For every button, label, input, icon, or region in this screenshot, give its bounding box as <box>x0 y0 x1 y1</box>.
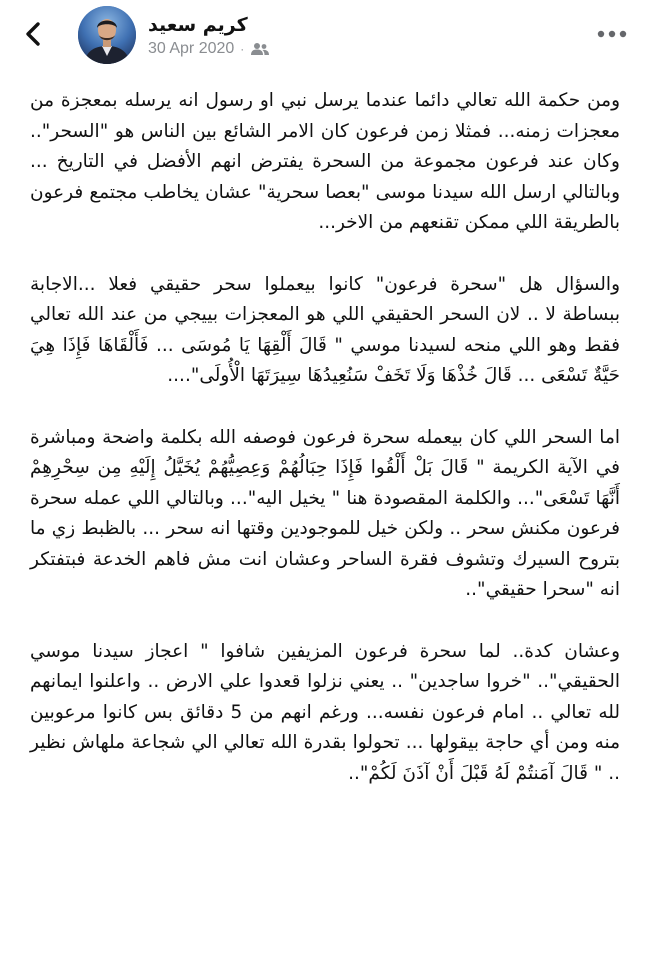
more-options-button[interactable] <box>590 16 634 52</box>
avatar[interactable] <box>78 6 136 64</box>
post-header <box>0 0 648 72</box>
post-body <box>30 86 620 789</box>
meta-separator: · <box>240 42 245 56</box>
avatar-photo <box>78 6 136 64</box>
back-button[interactable] <box>14 14 54 54</box>
post-meta <box>148 40 270 58</box>
author-name[interactable]: كريم سعيد <box>148 14 248 36</box>
friends-icon <box>250 42 270 56</box>
post-author <box>78 6 270 64</box>
post-paragraph: وعشان كدة.. لما سحرة فرعون المزيفين شافوا " اعجاز سيدنا موسي الحقيقي".. "خروا ساجدين" .. يعني نزلوا قعدوا علي الارض .. واعلنوا ايمانهم لله تعالي .. امام فرعون نفسه... ورغم انهم من 5 دقائق بس كانوا مرعوبين منه ومن أي حاجة بيقولها ... تحولوا بقدرة الله تعالي الي شجاعة ملهاش نظير .. " قَالَ آمَنتُمْ لَهُ قَبْلَ أَنْ آذَنَ لَكُمْ".. <box>30 640 620 784</box>
post-paragraph: والسؤال هل "سحرة فرعون" كانوا بيعملوا سحر حقيقي فعلا ...الاجابة ببساطة لا .. لان السحر الحقيقي اللي هو المعجزات بييجي من عند الله تعالي فقط وهو اللي منحه لسيدنا موسي " قَالَ أَلْقِهَا يَا مُوسَى ... فَأَلْقَاهَا فَإِذَا هِيَ حَيَّةٌ تَسْعَى ... قَالَ خُذْهَا وَلَا تَخَفْ سَنُعِيدُهَا سِيرَتَهَا الْأُولَى".... <box>30 273 620 386</box>
post-meta-block <box>148 12 270 58</box>
post-paragraph: اما السحر اللي كان بيعمله سحرة فرعون فوصفه الله بكلمة واضحة ومباشرة في الآية الكريمة " قَالَ بَلْ أَلْقُوا فَإِذَا حِبَالُهُمْ وَعِصِيُّهُمْ يُخَيَّلُ إِلَيْهِ مِن سِحْرِهِمْ أَنَّهَا تَسْعَى"... والكلمة المقصودة هنا " يخيل اليه"... وبالتالي اللي عمله سحرة فرعون مكنش سحر .. ولكن خيل للموجودين وقتها انه سحر ... بالظبط زي ما بتروح السيرك وتشوف فقرة الساحر وعشان انت مش فاهم الخدعة فبتفتكر انه "سحرا حقيقي".. <box>30 426 620 600</box>
more-horizontal-icon <box>597 30 627 38</box>
post-date[interactable]: 30 Apr 2020 <box>148 40 235 57</box>
chevron-left-icon <box>23 21 45 47</box>
post-paragraph: ومن حكمة الله تعالي دائما عندما يرسل نبي او رسول انه يرسله بمعجزة من معجزات زمنه... فمثلا زمن فرعون كان الامر الشائع بين الناس هو "السحر".. وكان عند فرعون مجموعة من السحرة يفترض انهم الأفضل في التاريخ ... وبالتالي ارسل الله سيدنا موسى "بعصا سحرية" عشان يخاطب مجتمع فرعون بالطريقة اللي ممكن تقنعهم من الاخر... <box>30 90 620 233</box>
